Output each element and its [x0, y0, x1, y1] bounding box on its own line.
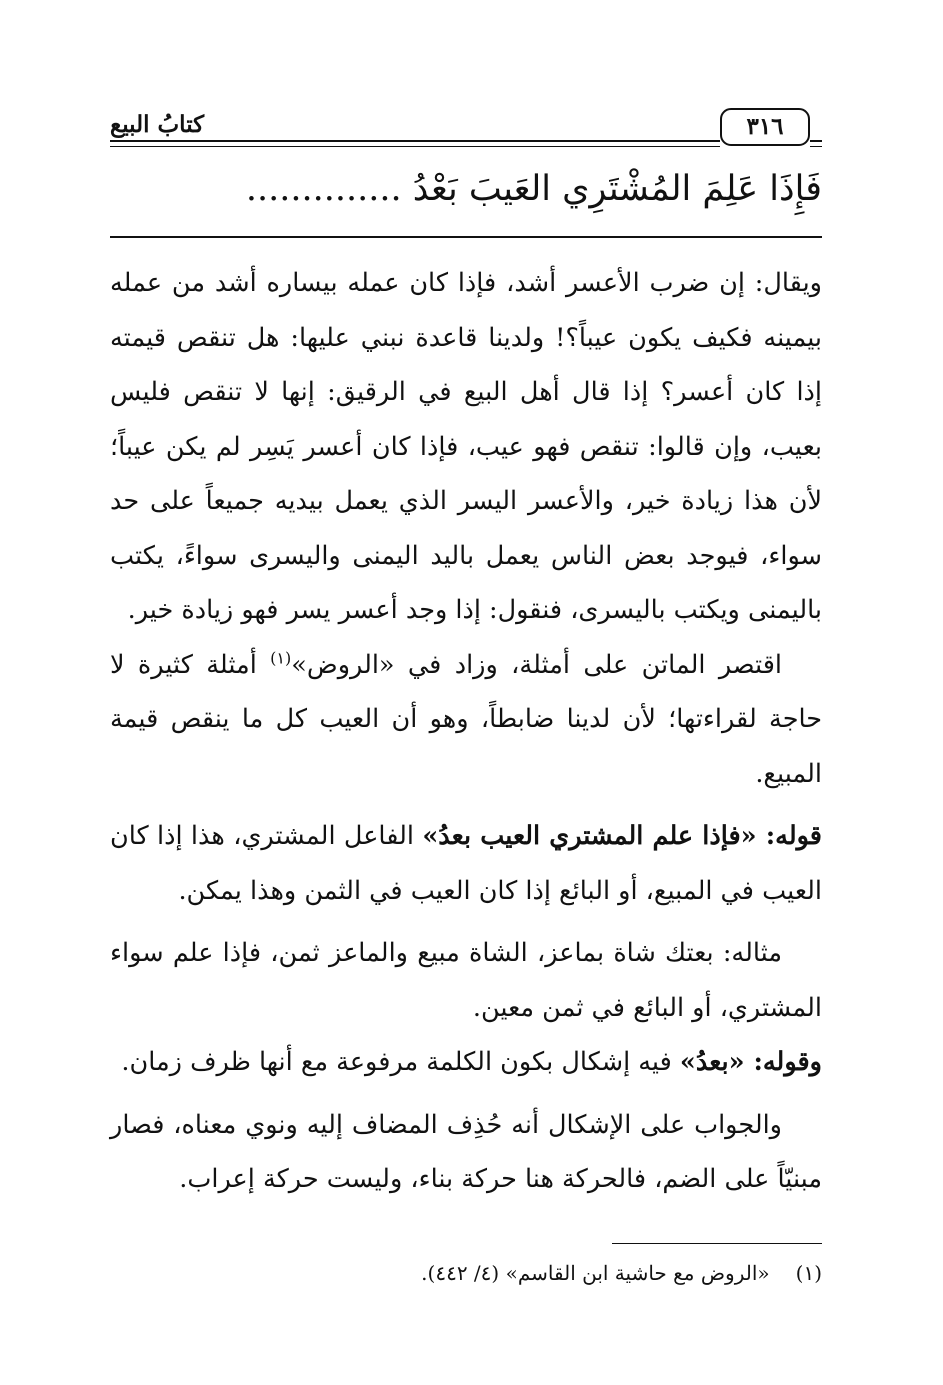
paragraph-2 [110, 638, 822, 802]
paragraph-6: والجواب على الإشكال أنه حُذِف المضاف إليه ونوي معناه، فصار مبنيّاً على الضم، فالحركة هنا حركة بناء، وليست حركة إعراب. [110, 1109, 822, 1194]
section-title: فَإِذَا عَلِمَ المُشْتَرِي العَيبَ بَعْدُ .............. [245, 169, 822, 209]
header-rule-thin [110, 146, 720, 147]
quoted-phrase: قوله: «فإذا علم المشتري العيب بعدُ» [422, 821, 822, 851]
page-number: ٣١٦ [720, 108, 810, 146]
main-text [110, 256, 822, 1207]
footnote [110, 1258, 822, 1288]
paragraph-5 [110, 1035, 822, 1090]
title-divider [110, 236, 822, 238]
running-header [110, 108, 822, 158]
paragraph-3-text: الفاعل المشتري، هذا إذا كان العيب في المبيع، أو البائع إذا كان العيب في الثمن وهذا يمكن. [110, 821, 822, 906]
footnote-reference[interactable]: (١) [270, 648, 292, 667]
quoted-word: وقوله: «بعدُ» [679, 1047, 822, 1077]
header-rule [110, 140, 720, 142]
paragraph-5-text: فيه إشكال بكون الكلمة مرفوعة مع أنها ظرف زمان. [121, 1047, 680, 1077]
paragraph-1: ويقال: إن ضرب الأعسر أشد، فإذا كان عمله بيساره أشد من عمله بيمينه فكيف يكون عيباً؟! ولدينا قاعدة نبني عليها: هل تنقص قيمته إذا كان أعسر؟ إذا قال أهل البيع في الرقيق: إنها لا تنقص فليس بعيب، وإن قالوا: تنقص فهو عيب، فإذا كان أعسر يَسِر لم يكن عيباً؛ لأن هذا زيادة خير، والأعسر اليسر الذي يعمل بيديه جميعاً على حد سواء، فيوجد بعض الناس يعمل باليد اليمنى واليسرى سواءً، يكتب باليمنى ويكتب باليسرى، فنقول: إذا وجد أعسر يسر فهو زيادة خير. [110, 268, 822, 625]
paragraph-2-start: اقتصر الماتن على أمثلة، وزاد في «الروض» [291, 649, 782, 680]
footnote-number: (١) [795, 1261, 822, 1285]
header-rule-right-thin [810, 146, 822, 147]
footnote-text: «الروض مع حاشية ابن القاسم» (٤/ ٤٤٢). [421, 1261, 770, 1285]
footnote-divider [612, 1243, 822, 1244]
paragraph-3 [110, 809, 822, 918]
paragraph-2-end: أمثلة كثيرة لا حاجة لقراءتها؛ لأن لدينا ضابطاً، وهو أن العيب كل ما ينقص قيمة المبيع. [110, 649, 822, 789]
paragraph-4: مثاله: بعتك شاة بماعز، الشاة مبيع والماعز ثمن، فإذا علم سواء المشتري، أو البائع في ثمن معين. [110, 938, 822, 1023]
book-title: كتابُ البيع [110, 111, 205, 138]
header-rule-right [810, 140, 822, 142]
